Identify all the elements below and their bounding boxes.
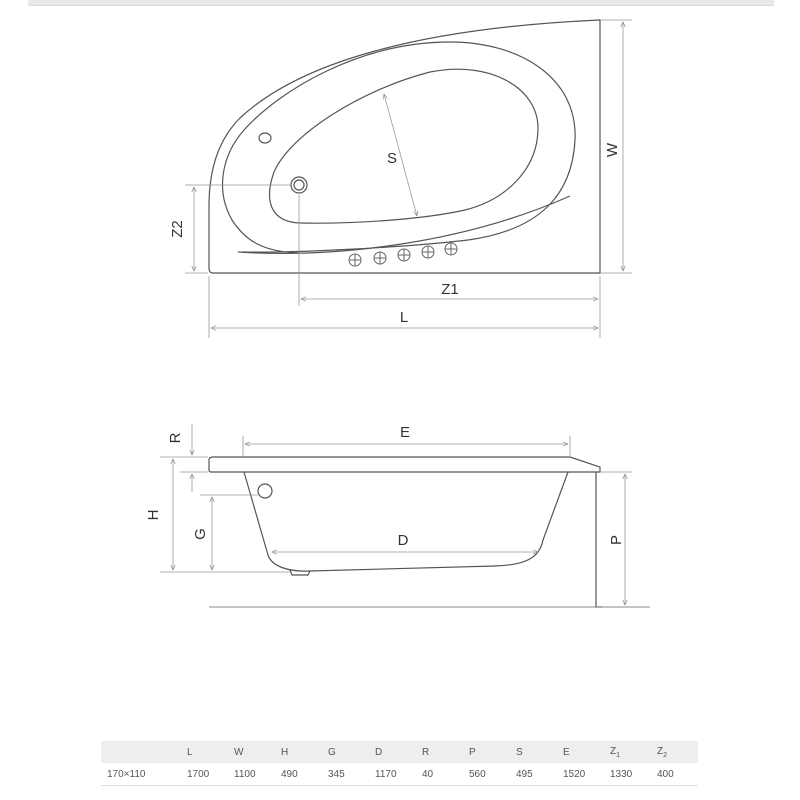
spec-cell-g: 345 [322, 763, 369, 786]
jet-icon [398, 249, 410, 261]
spec-header-cell: R [416, 741, 463, 763]
label-z2 [169, 220, 186, 238]
tub-basin [270, 69, 538, 223]
spec-header-z2-subscript: 2 [663, 751, 668, 759]
label-l: L [399, 309, 409, 326]
jet-icon [374, 252, 386, 264]
jet-icon [445, 243, 457, 255]
spec-header-cell: P [463, 741, 510, 763]
spec-header-z2: Z [657, 745, 664, 757]
spec-header-cell [101, 741, 181, 763]
spec-cell-e: 1520 [557, 763, 604, 786]
spec-cell-h: 490 [275, 763, 322, 786]
spec-header-cell: H [275, 741, 322, 763]
label-w: W [604, 142, 621, 158]
side-tub-body [244, 472, 568, 571]
spec-header-cell: S [510, 741, 557, 763]
spec-table [101, 741, 698, 786]
spec-cell-w: 1100 [228, 763, 275, 786]
drain-inner [294, 180, 304, 190]
side-apron [596, 472, 602, 607]
side-overflow [258, 484, 272, 498]
spec-cell-z2: 400 [651, 763, 698, 786]
overflow-hole [259, 133, 271, 143]
label-s: S [386, 150, 398, 167]
label-z1: Z1 [441, 281, 459, 298]
spec-cell-z1: 1330 [604, 763, 651, 786]
drain-outer [291, 177, 307, 193]
spec-header-cell: G [322, 741, 369, 763]
side-rim [209, 457, 600, 472]
spec-cell-d: 1170 [369, 763, 416, 786]
spec-cell-p: 560 [463, 763, 510, 786]
label-e: E [399, 424, 411, 441]
spec-cell-r: 40 [416, 763, 463, 786]
label-d: D [397, 532, 409, 549]
jet-icon [422, 246, 434, 258]
spec-table-header-row [101, 741, 698, 763]
spec-header-cell: L [181, 741, 228, 763]
label-g: G [192, 528, 209, 540]
tub-seat-curve [238, 196, 570, 253]
spec-header-cell: D [369, 741, 416, 763]
spec-cell-s: 495 [510, 763, 557, 786]
spec-header-cell: E [557, 741, 604, 763]
label-h: H [145, 509, 162, 521]
spec-header-cell [651, 741, 698, 763]
spec-header-z1-subscript: 1 [616, 751, 621, 759]
spec-cell-l: 1700 [181, 763, 228, 786]
label-z2-text: Z2 [169, 220, 186, 238]
label-p: P [608, 534, 625, 546]
label-r: R [167, 432, 184, 444]
top-view-dimensions [185, 20, 632, 338]
table-row [101, 763, 698, 786]
side-view [209, 457, 650, 607]
spec-header-cell: W [228, 741, 275, 763]
spec-header-cell [604, 741, 651, 763]
spec-header-z1: Z [610, 745, 617, 757]
top-view [209, 20, 600, 273]
side-view-dimensions [160, 424, 632, 605]
tub-outer-rim [209, 20, 600, 273]
jet-icon [349, 254, 361, 266]
spec-cell-model: 170×110 [101, 763, 181, 786]
